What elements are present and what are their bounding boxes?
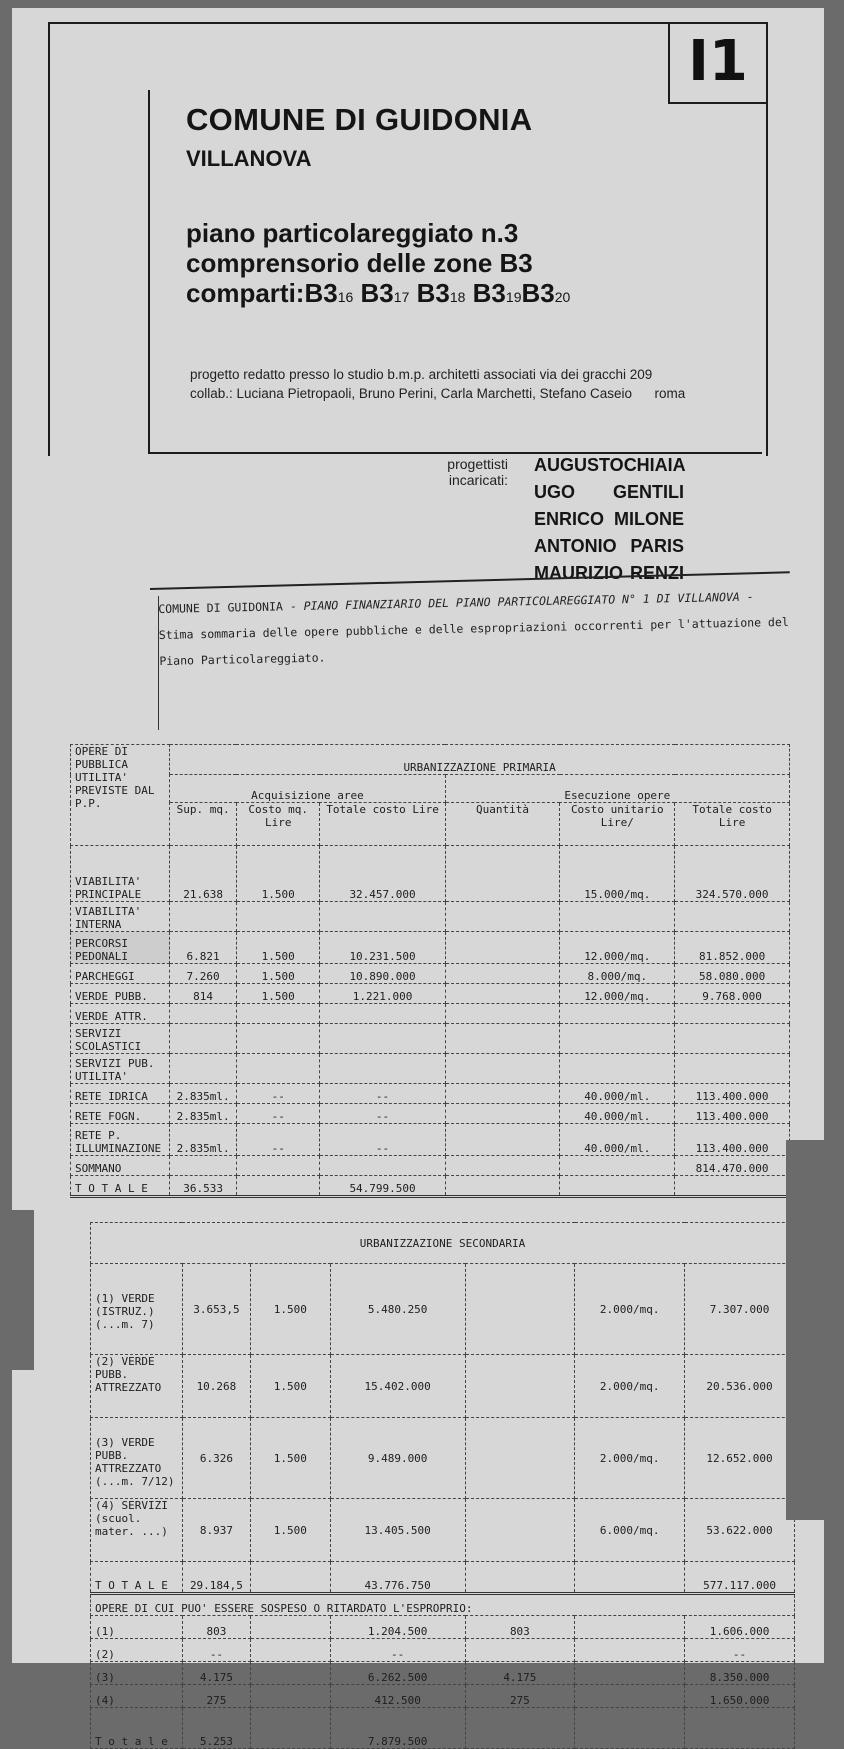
designer <box>534 506 684 533</box>
cell: -- <box>320 1084 445 1104</box>
plan-line-1: piano particolareggiato n.3 <box>186 218 519 248</box>
row-label: (1) <box>91 1616 183 1639</box>
row-label: VERDE ATTR. <box>71 1004 170 1024</box>
comparti-prefix: comparti: <box>186 278 305 308</box>
designer <box>534 479 684 506</box>
heading-text: COMUNE DI GUIDONIA - <box>158 599 297 616</box>
cell: 1.500 <box>250 1418 330 1499</box>
cell: 12.000/mq. <box>560 932 675 964</box>
cell: 1.500 <box>250 1355 330 1418</box>
designer-last: PARIS <box>630 536 684 556</box>
col-header: Totale costo Lire <box>675 803 790 846</box>
cell: 10.268 <box>182 1355 250 1418</box>
cell: -- <box>182 1639 250 1662</box>
table-row <box>71 902 790 932</box>
designer-first: UGO <box>534 482 576 502</box>
cell: 40.000/ml. <box>560 1104 675 1124</box>
comparto: B3 <box>416 278 450 308</box>
cell: 6.821 <box>170 932 237 964</box>
cell: 9.768.000 <box>675 984 790 1004</box>
cell: 15.000/mq. <box>560 846 675 902</box>
designer-last: GENTILI <box>613 482 684 502</box>
col-header: Sup. mq. <box>170 803 237 846</box>
cell: 5.480.250 <box>330 1264 465 1355</box>
cell: 32.457.000 <box>320 846 445 902</box>
paper-tear <box>0 1210 34 1370</box>
plan-line-2: comprensorio delle zone B3 <box>186 248 533 278</box>
esproprio-row <box>91 1616 795 1639</box>
municipality-title: COMUNE DI GUIDONIA <box>186 102 533 137</box>
cell: 2.000/mq. <box>575 1355 685 1418</box>
cell: 10.890.000 <box>320 964 445 984</box>
designer <box>534 560 684 587</box>
designer-first: AUGUSTO <box>534 455 624 475</box>
cell: 15.402.000 <box>330 1355 465 1418</box>
cell: 58.080.000 <box>675 964 790 984</box>
cell: 8.937 <box>182 1499 250 1562</box>
total-row <box>91 1562 795 1594</box>
esproprio-row <box>91 1685 795 1708</box>
cell: 8.000/mq. <box>560 964 675 984</box>
esproprio-title: OPERE DI CUI PUO' ESSERE SOSPESO O RITARDATO L'ESPROPRIO: <box>91 1594 795 1616</box>
cell: 9.489.000 <box>330 1418 465 1499</box>
cell: -- <box>320 1104 445 1124</box>
designer-first: ENRICO <box>534 509 605 529</box>
cell: 275 <box>182 1685 250 1708</box>
cell: 803 <box>465 1616 575 1639</box>
cell <box>445 964 560 984</box>
sheet-code: I1 <box>668 22 766 104</box>
row-label: SOMMANO <box>71 1156 170 1176</box>
esproprio-row <box>91 1639 795 1662</box>
table-row <box>71 1024 790 1054</box>
cell <box>445 984 560 1004</box>
credit-city: roma <box>654 386 686 401</box>
cell: -- <box>236 1104 319 1124</box>
cell: 2.835ml. <box>170 1124 237 1156</box>
acquisition-header: Acquisizione aree <box>170 775 445 803</box>
cell: -- <box>236 1084 319 1104</box>
cell: 13.405.500 <box>330 1499 465 1562</box>
financial-desc-2: Piano Particolareggiato. <box>159 650 326 668</box>
cell: 7.260 <box>170 964 237 984</box>
cell: 4.175 <box>465 1662 575 1685</box>
cell: 275 <box>465 1685 575 1708</box>
primary-table <box>70 744 790 1198</box>
designer-last: CHIAIA <box>623 455 686 475</box>
cell: 6.326 <box>182 1418 250 1499</box>
cell: 40.000/ml. <box>560 1124 675 1156</box>
cell: 1.500 <box>236 984 319 1004</box>
row-label: T O T A L E <box>91 1562 183 1594</box>
cell: 81.852.000 <box>675 932 790 964</box>
cell: 2.000/mq. <box>575 1418 685 1499</box>
table-row <box>71 1054 790 1084</box>
cell: 1.204.500 <box>330 1616 465 1639</box>
row-label: (4) <box>91 1685 183 1708</box>
cell <box>445 932 560 964</box>
cell: 814.470.000 <box>675 1156 790 1176</box>
row-label: (3) VERDE PUBB. ATTREZZATO (...m. 7/12) <box>91 1418 183 1499</box>
esproprio-row <box>91 1662 795 1685</box>
table-row <box>71 964 790 984</box>
col-header: Totale costo Lire <box>320 803 445 846</box>
designer-last: RENZI <box>630 563 684 583</box>
execution-header: Esecuzione opere <box>445 775 789 803</box>
cell: 54.799.500 <box>320 1176 445 1197</box>
row-label: (3) <box>91 1662 183 1685</box>
paper-tear <box>786 1140 844 1520</box>
cell: 29.184,5 <box>182 1562 250 1594</box>
cell: 1.500 <box>236 846 319 902</box>
locality-subtitle: VILLANOVA <box>186 146 312 171</box>
row-label: T O T A L E <box>71 1176 170 1197</box>
row-label: T o t a l e <box>91 1708 183 1749</box>
cell: 2.835ml. <box>170 1104 237 1124</box>
row-label: RETE FOGN. <box>71 1104 170 1124</box>
cell: 113.400.000 <box>675 1104 790 1124</box>
cell: 814 <box>170 984 237 1004</box>
cell: 21.638 <box>170 846 237 902</box>
cell <box>445 846 560 902</box>
row-label: SERVIZI SCOLASTICI <box>71 1024 170 1054</box>
esproprio-total-row <box>91 1708 795 1749</box>
cell: 43.776.750 <box>330 1562 465 1594</box>
cell: 3.653,5 <box>182 1264 250 1355</box>
comparto: B3 <box>304 278 338 308</box>
credit-line-2 <box>190 384 686 403</box>
table-row <box>91 1355 795 1418</box>
comparto: B3 <box>521 278 555 308</box>
designer <box>534 533 684 560</box>
table-row <box>71 1124 790 1156</box>
row-label: PARCHEGGI <box>71 964 170 984</box>
cell: 10.231.500 <box>320 932 445 964</box>
financial-desc-1: Stima sommaria delle opere pubbliche e delle espropriazioni occorrenti per l'attuazione del <box>158 614 789 642</box>
primary-title: URBANIZZAZIONE PRIMARIA <box>170 745 790 775</box>
row-label: PERCORSI PEDONALI <box>71 932 170 964</box>
cell: 5.253 <box>182 1708 250 1749</box>
cell: 7.307.000 <box>685 1264 795 1355</box>
secondary-table <box>90 1222 795 1749</box>
comparto-number: 17 <box>393 289 410 305</box>
designers-label: progettisti incaricati: <box>447 456 508 488</box>
row-label: (1) VERDE (ISTRUZ.) (...m. 7) <box>91 1264 183 1355</box>
heading-italic: PIANO FINANZIARIO DEL PIANO PARTICOLAREGGIATO N° 1 DI VILLANOVA - <box>303 589 754 613</box>
row-label: RETE P. ILLUMINAZIONE <box>71 1124 170 1156</box>
cell: -- <box>320 1124 445 1156</box>
cell: 40.000/ml. <box>560 1084 675 1104</box>
col-header: Quantità <box>445 803 560 846</box>
comparto-number: 16 <box>337 289 354 305</box>
studio-credit <box>190 365 686 403</box>
cell: 53.622.000 <box>685 1499 795 1562</box>
cell: 577.117.000 <box>685 1562 795 1594</box>
cell: 113.400.000 <box>675 1124 790 1156</box>
designer-first: MAURIZIO <box>534 563 623 583</box>
table-row <box>71 984 790 1004</box>
table-row <box>71 1156 790 1176</box>
cell: 4.175 <box>182 1662 250 1685</box>
cell: 1.500 <box>236 964 319 984</box>
table-row <box>71 846 790 902</box>
cell: 1.650.000 <box>685 1685 795 1708</box>
cell: 803 <box>182 1616 250 1639</box>
table-row <box>71 1004 790 1024</box>
total-row <box>71 1176 790 1197</box>
row-label: VIABILITA' INTERNA <box>71 902 170 932</box>
cell: 8.350.000 <box>685 1662 795 1685</box>
col-header: Costo mq. Lire <box>236 803 319 846</box>
table-row <box>91 1264 795 1355</box>
table-row <box>91 1418 795 1499</box>
designer <box>534 452 684 479</box>
secondary-title: URBANIZZAZIONE SECONDARIA <box>91 1223 795 1264</box>
comparto-number: 18 <box>449 289 466 305</box>
paper-edge <box>0 0 844 8</box>
table-row <box>91 1499 795 1562</box>
cell: 2.835ml. <box>170 1084 237 1104</box>
comparto: B3 <box>472 278 506 308</box>
row-label: (2) <box>91 1639 183 1662</box>
designer-first: ANTONIO <box>534 536 617 556</box>
col-header: Costo unitario Lire/ <box>560 803 675 846</box>
cell: -- <box>330 1639 465 1662</box>
cell: 12.652.000 <box>685 1418 795 1499</box>
cell: -- <box>685 1639 795 1662</box>
row-label: (2) VERDE PUBB. ATTREZZATO <box>91 1355 183 1418</box>
cell: 20.536.000 <box>685 1355 795 1418</box>
cell: 1.500 <box>236 932 319 964</box>
comparti-line <box>186 278 570 312</box>
comparto: B3 <box>360 278 394 308</box>
designer-last: MILONE <box>614 509 684 529</box>
table-row <box>71 1104 790 1124</box>
row-label: VERDE PUBB. <box>71 984 170 1004</box>
cell: 1.606.000 <box>685 1616 795 1639</box>
cell: 324.570.000 <box>675 846 790 902</box>
cell: -- <box>236 1124 319 1156</box>
comparto-number: 20 <box>554 289 571 305</box>
credit-line-1: progetto redatto presso lo studio b.m.p. architetti associati via dei gracchi 209 <box>190 367 653 382</box>
cell: 2.000/mq. <box>575 1264 685 1355</box>
row-label: RETE IDRICA <box>71 1084 170 1104</box>
financial-header <box>158 583 790 674</box>
cell: 36.533 <box>170 1176 237 1197</box>
cell: 7.879.500 <box>330 1708 465 1749</box>
cell: 12.000/mq. <box>560 984 675 1004</box>
table-row <box>71 932 790 964</box>
cell: 1.500 <box>250 1499 330 1562</box>
works-column-header: OPERE DI PUBBLICA UTILITA' PREVISTE DAL P.P. <box>71 745 170 846</box>
cell: 412.500 <box>330 1685 465 1708</box>
cell: 6.000/mq. <box>575 1499 685 1562</box>
cell: 6.262.500 <box>330 1662 465 1685</box>
plan-title <box>186 218 570 312</box>
cell: 1.221.000 <box>320 984 445 1004</box>
collaborators: collab.: Luciana Pietropaoli, Bruno Perini, Carla Marchetti, Stefano Caseio <box>190 386 632 401</box>
row-label: VIABILITA' PRINCIPALE <box>71 846 170 902</box>
designers-list <box>534 452 684 587</box>
row-label: (4) SERVIZI (scuol. mater. ...) <box>91 1499 183 1562</box>
cell: 1.500 <box>250 1264 330 1355</box>
comparto-number: 19 <box>505 289 522 305</box>
table-row <box>71 1084 790 1104</box>
cell: 113.400.000 <box>675 1084 790 1104</box>
row-label: SERVIZI PUB. UTILITA' <box>71 1054 170 1084</box>
